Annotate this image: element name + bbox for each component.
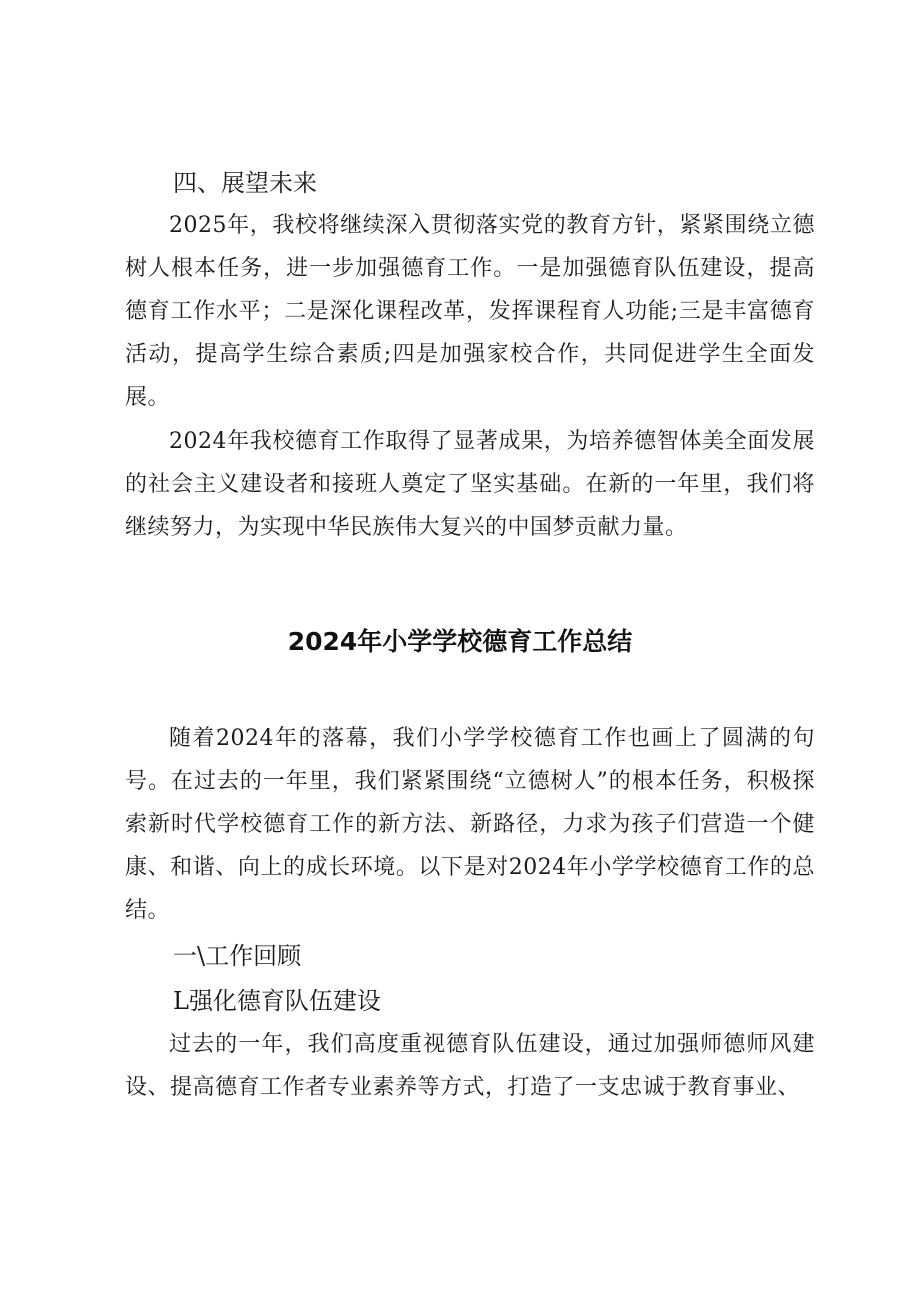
section-heading-outlook: 四、展望未来 <box>173 169 317 197</box>
team-paragraph: 过去的一年，我们高度重视德育队伍建设，通过加强师德师风建设、提高德育工作者专业素养等方式，打造了一支忠诚于教育事业、 <box>125 1032 815 1100</box>
outlook-paragraph: 2025年，我校将继续深入贯彻落实党的教育方针，紧紧围绕立德树人根本任务，进一步加强德育工作。一是加强德育队伍建设，提高德育工作水平；二是深化课程改革，发挥课程育人功能;三是丰富德育活动，提高学生综合素质;四是加强家校合作，共同促进学生全面发展。 <box>125 213 815 410</box>
document-title: 2024年小学学校德育工作总结 <box>287 627 633 656</box>
intro-paragraph: 随着2024年的落幕，我们小学学校德育工作也画上了圆满的句号。在过去的一年里，我们紧紧围绕“立德树人”的根本任务，积极探索新时代学校德育工作的新方法、新路径，力求为孩子们营造一个健康、和谐、向上的成长环境。以下是对2024年小学学校德育工作的总结。 <box>125 726 815 923</box>
section-heading-review: 一\工作回顾 <box>173 942 302 970</box>
conclusion-paragraph: 2024年我校德育工作取得了显著成果，为培养德智体美全面发展的社会主义建设者和接班人奠定了坚实基础。在新的一年里，我们将继续努力，为实现中华民族伟大复兴的中国梦贡献力量。 <box>125 429 815 540</box>
subsection-heading-team: L强化德育队伍建设 <box>173 987 381 1015</box>
